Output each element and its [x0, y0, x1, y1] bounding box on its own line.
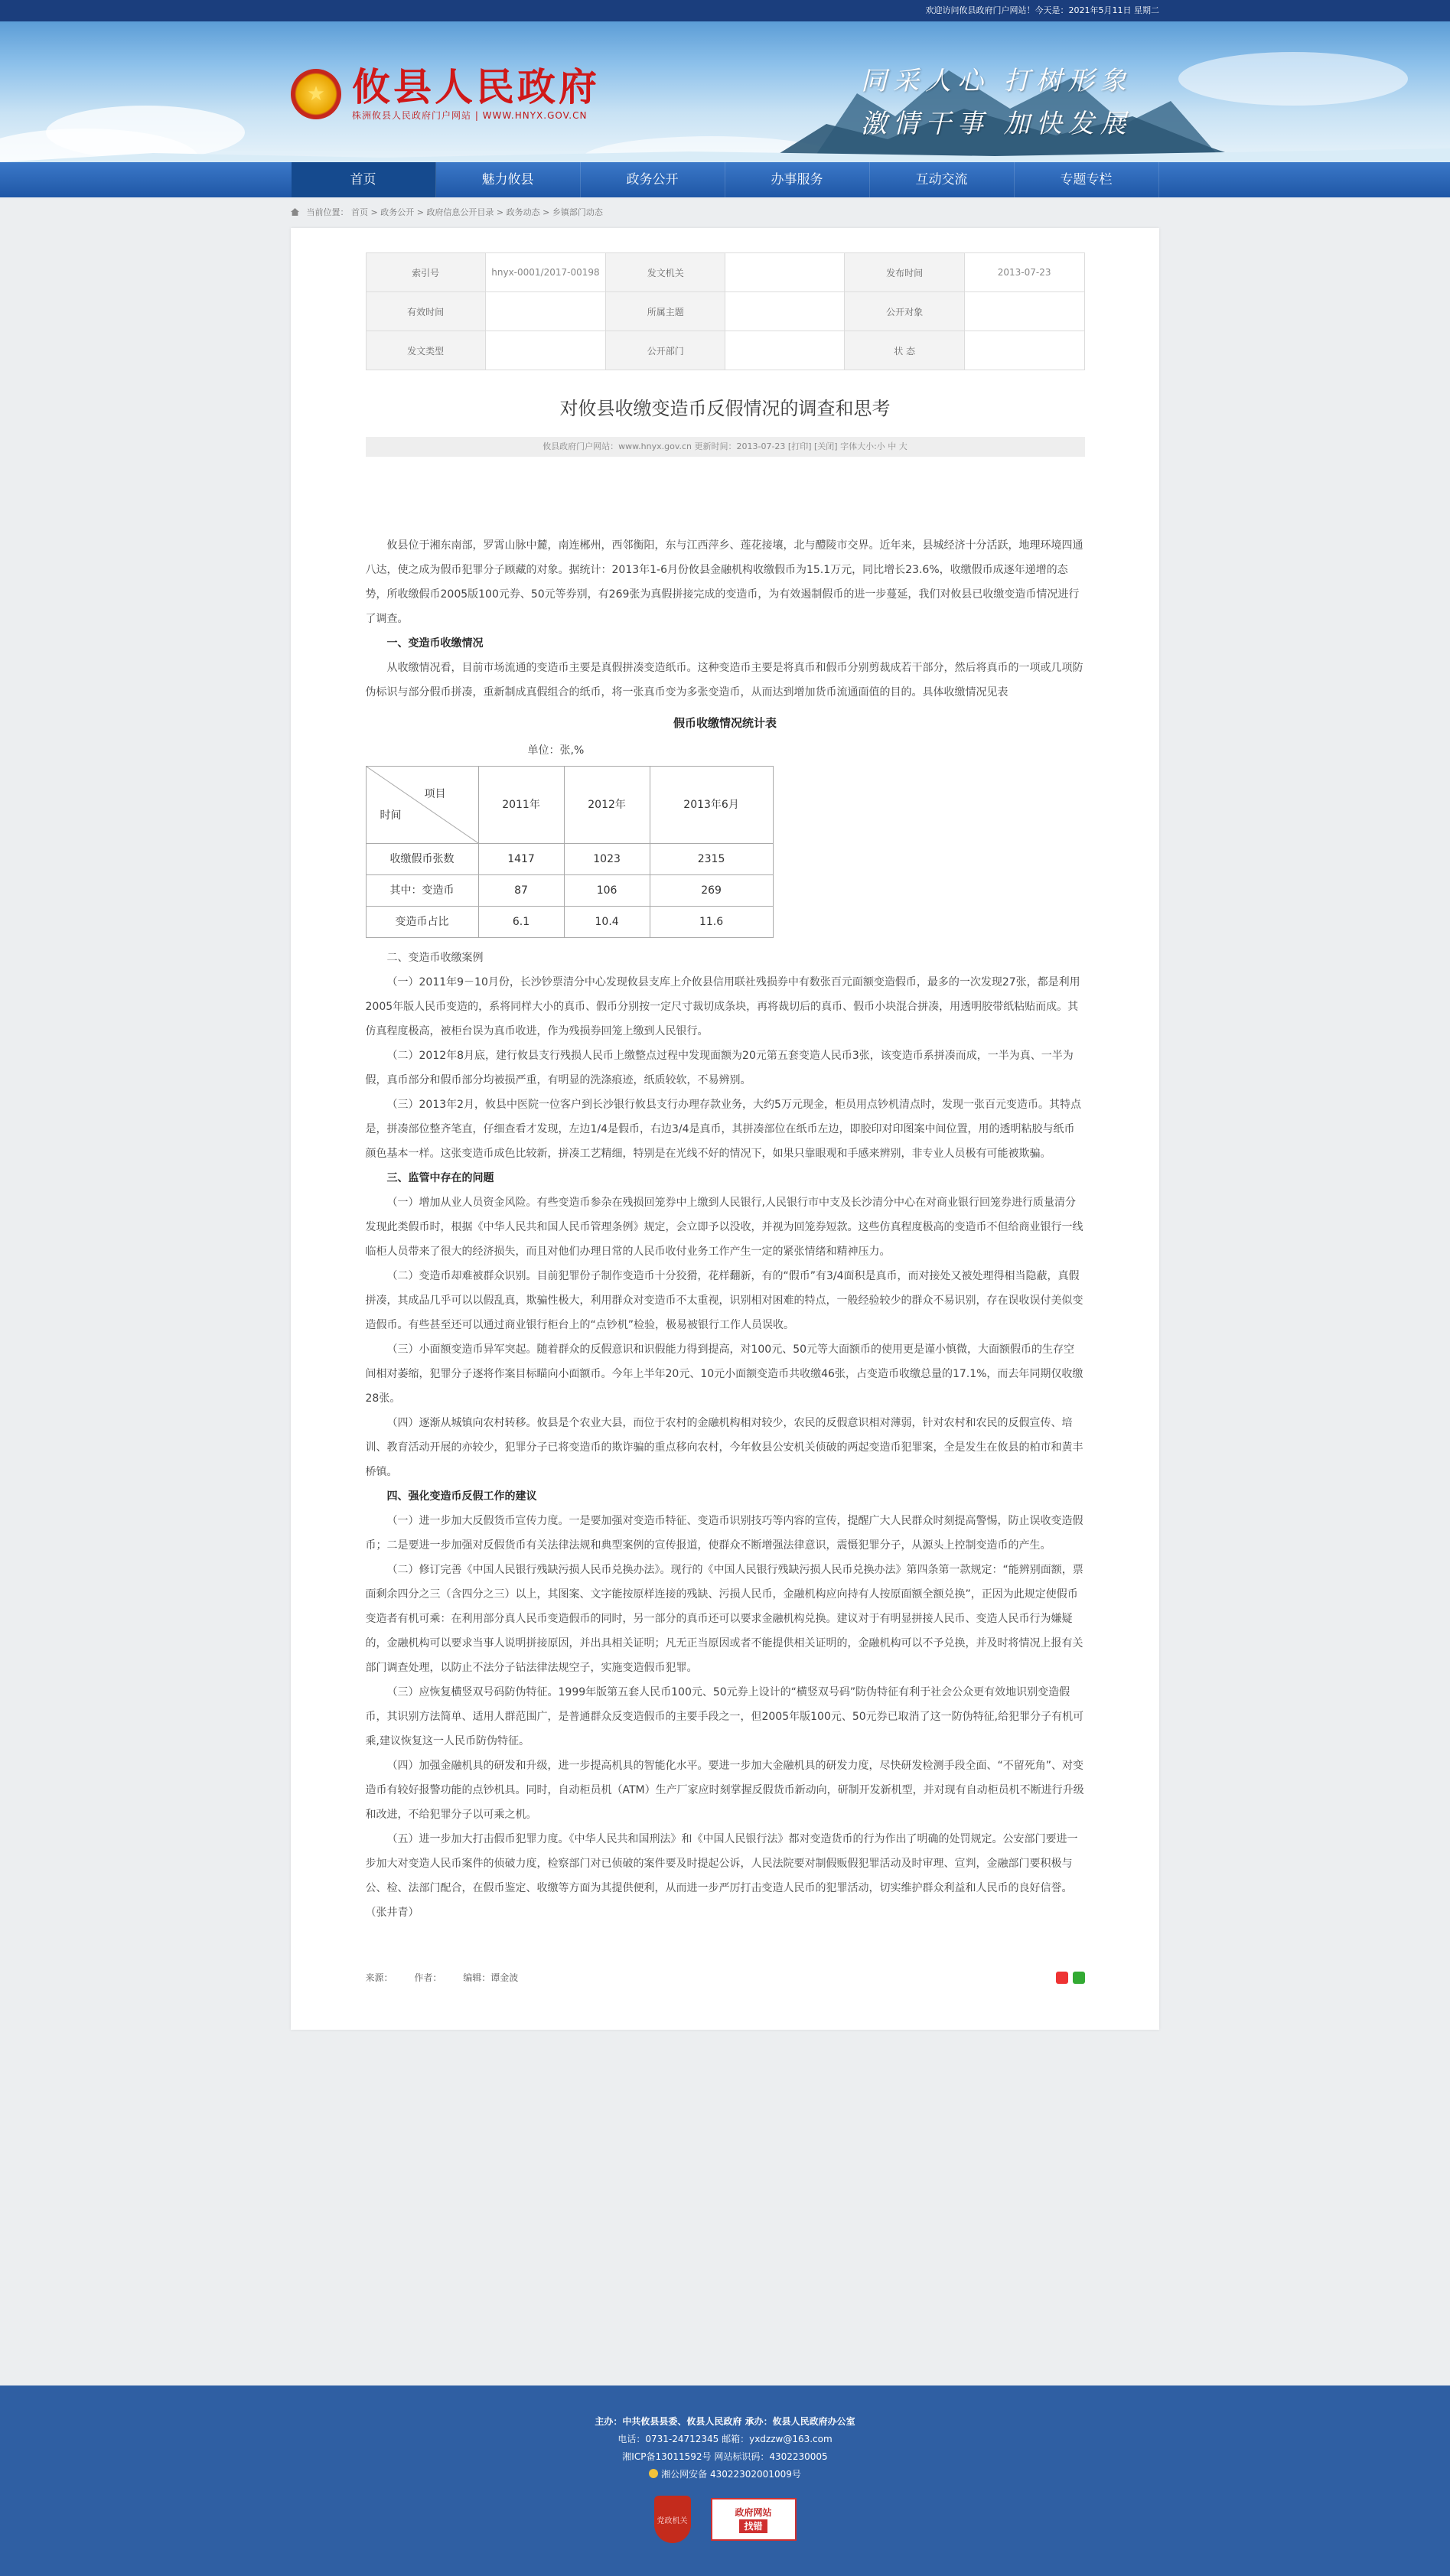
meta-value: [725, 331, 845, 370]
paragraph: 从收缴情况看，目前市场流通的变造币主要是真假拼凑变造纸币。这种变造币主要是将真币和假币分别剪裁成若干部分，然后将真币的一项或几项防伪标识与部分假币拼凑，重新制成真假组合的纸币，将一张真币变为多张变造币，从而达到增加货币流通面值的目的。具体收缴情况见表: [365, 662, 1083, 699]
site-logo[interactable]: [291, 66, 600, 122]
meta-key: 有效时间: [366, 292, 485, 331]
breadcrumb-current[interactable]: 乡镇部门动态: [552, 207, 603, 217]
paragraph: （四）加强金融机具的研发和升级，进一步提高机具的智能化水平。要进一步加大金融机具的研发力度，尽快研发检测手段全面、“不留死角”、对变造币有较好报警功能的点钞机具。同时，自动柜员机（ATM）生产厂家应时刻掌握反假货币新动向，研制开发新机型，并对现有自动柜员机不断进行升级和改进，不给犯罪分子以可乘之机。: [365, 1760, 1084, 1821]
paragraph: （五）进一步加大打击假币犯罪力度。《中华人民共和国刑法》和《中国人民银行法》都对变造货币的行为作出了明确的处罚规定。公安部门要进一步加大对变造人民币案件的侦破力度，检察部门对已侦破的案件要及时提起公诉，人民法院要对制假贩假犯罪活动及时审理、宣判，金融部门要积极与公、检、法部门配合，在假币鉴定、收缴等方面为其提供便利，从而进一步严厉打击变造人民币的犯罪活动，切实维护群众利益和人民币的良好信誉。（张井青）: [365, 1833, 1078, 1919]
nav-topics[interactable]: 专题专栏: [1015, 162, 1159, 197]
paragraph: 攸县位于湘东南部，罗霄山脉中麓，南连郴州，西邻衡阳，东与江西萍乡、莲花接壤，北与醴陵市交界。近年来，县城经济十分活跃，地理环境四通八达，使之成为假币犯罪分子顾藏的对象。据统计：2013年1-6月份攸县金融机构收缴假币为15.1万元，同比增长23.6%，收缴假币成逐年递增的态势，所收缴假币2005版100元券、50元等券别，有269张为真假拼接完成的变造币，为有效遏制假币的进一步蔓延，我们对攸县已收缴变造币情况进行了调查。: [365, 539, 1083, 625]
stats-cell: 1023: [564, 844, 650, 875]
stats-row-label: 变造币占比: [366, 907, 478, 938]
main-nav: [0, 162, 1450, 197]
stats-year: 2011年: [478, 767, 564, 844]
slogan-line-2: 激情干事 加快发展: [861, 109, 1132, 139]
paragraph: （一）增加从业人员资金风险。有些变造币参杂在残损回笼券中上缴到人民银行,人民银行市中支及长沙清分中心在对商业银行回笼券进行质量清分发现此类假币时，根据《中华人民共和国人民币管理条例》规定，会立即予以没收，并视为回笼券短款。这些仿真程度极高的变造币不但给商业银行一线临柜人员带来了很大的经济损失，而且对他们办理日常的人民币收付业务工作产生一定的紧张情绪和精神压力。: [365, 1197, 1083, 1258]
welcome-text: 欢迎访问攸县政府门户网站！今天是：2021年5月11日 星期二: [925, 5, 1159, 15]
nav-interaction[interactable]: 互动交流: [870, 162, 1015, 197]
content-panel: [291, 228, 1159, 2030]
nav-services[interactable]: 办事服务: [725, 162, 870, 197]
stats-cell: 2315: [650, 844, 773, 875]
meta-key: 索引号: [366, 253, 485, 292]
stats-cell: 6.1: [478, 907, 564, 938]
share-buttons: [1056, 1972, 1085, 1984]
top-bar: [0, 0, 1450, 21]
slogan-line-1: 同采人心 打树形象: [861, 66, 1132, 96]
report-error-badge[interactable]: 政府网站 找错: [711, 2498, 797, 2541]
slogan: [861, 60, 1132, 145]
police-badge-icon: [649, 2469, 658, 2478]
stats-cell: 11.6: [650, 907, 773, 938]
stats-header-time: 时间: [380, 809, 402, 822]
stats-table: [366, 766, 774, 938]
stats-cell: 269: [650, 875, 773, 907]
weibo-share-icon[interactable]: [1056, 1972, 1068, 1984]
meta-value: [725, 292, 845, 331]
stats-row-label: 收缴假币张数: [366, 844, 478, 875]
document-meta-table: [366, 252, 1085, 370]
meta-value: 2013-07-23: [964, 253, 1084, 292]
meta-value: [485, 292, 605, 331]
paragraph: （二）2012年8月底，建行攸县支行残损人民币上缴整点过程中发现面额为20元第五套变造人民币3张，该变造币系拼凑而成，一半为真、一半为假，真币部分和假币部分均被损严重，有明显的洗涤痕迹，纸质较软，不易辨别。: [365, 1050, 1074, 1086]
mountain-scenery: [0, 63, 1450, 162]
meta-value: [964, 331, 1084, 370]
stats-cell: 87: [478, 875, 564, 907]
breadcrumb-link[interactable]: 政务动态: [506, 207, 540, 217]
nav-home[interactable]: 首页: [292, 162, 436, 197]
section-heading: 四、强化变造币反假工作的建议: [386, 1490, 537, 1503]
meta-value: hnyx-0001/2017-00198: [485, 253, 605, 292]
footer-contact: 电话：0731-24712345 邮箱：yxdzzw@163.com: [617, 2434, 833, 2444]
stats-corner-cell: [366, 767, 478, 844]
stats-table-title: 假币收缴情况统计表: [673, 716, 777, 730]
site-footer: [0, 2385, 1450, 2576]
breadcrumb-link[interactable]: 首页: [351, 207, 368, 217]
stats-row-label: 其中：变造币: [366, 875, 478, 907]
meta-key: 状 态: [845, 331, 964, 370]
breadcrumb: 当前位置： 首页 > 政务公开 > 政府信息公开目录 > 政务动态 > 乡镇部门动态: [291, 197, 1159, 228]
paragraph: （三）应恢复横竖双号码防伪特征。1999年版第五套人民币100元、50元券上设计的“横竖双号码”防伪特征有利于社会公众更有效地识别变造假币，其识别方法简单、适用人群范围广，是普通群众反变造假币的主要手段之一，但2005年版100元、50元券已取消了这一防伪特征,给犯罪分子有机可乘,建议恢复这一人民币防伪特征。: [365, 1686, 1084, 1747]
meta-key: 公开对象: [845, 292, 964, 331]
stats-cell: 1417: [478, 844, 564, 875]
section-heading: 三、监管中存在的问题: [386, 1172, 494, 1184]
paragraph: （二）修订完善《中国人民银行残缺污损人民币兑换办法》。现行的《中国人民银行残缺污损人民币兑换办法》第四条第一款规定：“能辨别面额，票面剩余四分之三（含四分之三）以上，其图案、文字能按原样连接的残缺、污损人民币，金融机构应向持有人按原面额全额兑换”，正因为此规定使假币变造者有机可乘：在利用部分真人民币变造假币的同时，另一部分的真币还可以要求金融机构兑换。建议对于有明显拼接人民币、变造人民币行为嫌疑的，金融机构可以要求当事人说明拼接原因，并出具相关证明；凡无正当原因或者不能提供相关证明的，金融机构可以不予兑换，并及时将情况上报有关部门调查处理，以防止不法分子钻法律法规空子，实施变造假币犯罪。: [365, 1564, 1083, 1674]
stats-unit: 单位：张,%: [527, 744, 585, 757]
section-heading: 一、变造币收缴情况: [386, 637, 484, 650]
breadcrumb-link[interactable]: 政府信息公开目录: [426, 207, 494, 217]
stats-header-item: 项目: [424, 788, 446, 800]
meta-value: [964, 292, 1084, 331]
stats-year: 2013年6月: [650, 767, 773, 844]
meta-key: 发文类型: [366, 331, 485, 370]
wechat-share-icon[interactable]: [1073, 1972, 1085, 1984]
article-footer-meta: [366, 1971, 1085, 1984]
stats-cell: 10.4: [564, 907, 650, 938]
site-title: 攸县人民政府: [352, 64, 600, 109]
stats-cell: 106: [564, 875, 650, 907]
breadcrumb-prefix: 当前位置：: [306, 207, 349, 217]
paragraph: （二）变造币却难被群众识别。目前犯罪份子制作变造币十分狡猾，花样翻新，有的“假币”有3/4面积是真币，而对接处又被处理得相当隐蔽，真假拼凑，其成品几乎可以以假乱真，欺骗性极大，利用群众对变造币不太重视，识别相对困难的特点，一般经验较少的群众不易识别，存在误收误付美似变造假币。有些甚至还可以通过商业银行柜台上的“点钞机”检验，极易被银行工作人员误收。: [365, 1270, 1083, 1331]
footer-police-record[interactable]: 湘公网安备 43022302001009号: [0, 2466, 1450, 2483]
meta-value: [725, 253, 845, 292]
meta-key: 公开部门: [606, 331, 725, 370]
article-body: [366, 533, 1085, 1925]
national-emblem-icon: ★: [291, 69, 341, 119]
breadcrumb-link[interactable]: 政务公开: [380, 207, 415, 217]
meta-value: [485, 331, 605, 370]
nav-charm[interactable]: 魅力攸县: [436, 162, 581, 197]
section-heading: 二、变造币收缴案例: [386, 952, 484, 964]
site-subtitle: 株洲攸县人民政府门户网站 | WWW.HNYX.GOV.CN: [352, 110, 588, 121]
meta-key: 发布时间: [845, 253, 964, 292]
site-header: [0, 21, 1450, 162]
article-title: 对攸县收缴变造币反假情况的调查和思考: [559, 398, 891, 419]
paragraph: （三）2013年2月，攸县中医院一位客户到长沙银行攸县支行办理存款业务，大约5万元现金，柜员用点钞机清点时，发现一张百元变造币。其特点是，拼凑部位整齐笔直，仔细查看才发现，左边1/4是假币，右边3/4是真币，其拼凑部位在纸币左边，即胶印对印图案中间位置，用的透明粘胶与纸币颜色基本一样。这张变造币成色比较新，拼凑工艺精细，特别是在光线不好的情况下，如果只靠眼观和手感来辨别，非专业人员极有可能被欺骗。: [365, 1099, 1081, 1160]
meta-key: 发文机关: [606, 253, 725, 292]
paragraph: （四）逐渐从城镇向农村转移。攸县是个农业大县，而位于农村的金融机构相对较少，农民的反假意识相对薄弱，针对农村和农民的反假宣传、培训、教育活动开展的亦较少，犯罪分子已将变造币的欺诈骗的重点移向农村，今年攸县公安机关侦破的两起变造币犯罪案，全是发生在攸县的柏市和黄丰桥镇。: [365, 1417, 1083, 1478]
source-label: 来源：: [365, 1972, 393, 1983]
editor-label: 编辑：谭金波: [463, 1972, 519, 1983]
footer-icp[interactable]: 湘ICP备13011592号 网站标识码：4302230005: [622, 2451, 828, 2462]
footer-sponsor: 主办：中共攸县县委、攸县人民政府 承办：攸县人民政府办公室: [595, 2416, 855, 2427]
party-government-badge-icon[interactable]: 党政机关: [654, 2496, 691, 2543]
paragraph: （一）2011年9－10月份，长沙钞票清分中心发现攸县支库上介攸县信用联社残损券中有数张百元面额变造假币，最多的一次发现27张，都是利用2005年版人民币变造的，系将同样大小的真币、假币分别按一定尺寸裁切成条块，再将裁切后的真币、假币小块混合拼凑，用透明胶带纸粘贴而成。其仿真程度极高，被柜台误为真币收进，作为残损券回笼上缴到人民银行。: [365, 976, 1080, 1037]
paragraph: （一）进一步加大反假货币宣传力度。一是要加强对变造币特征、变造币识别技巧等内容的宣传，提醒广大人民群众时刻提高警惕，防止误收变造假币；二是要进一步加强对反假货币有关法律法规和典型案例的宣传报道，使群众不断增强法律意识，震慑犯罪分子，从源头上控制变造币的产生。: [365, 1515, 1083, 1552]
paragraph: （三）小面额变造币异军突起。随着群众的反假意识和识假能力得到提高，对100元、50元等大面额币的使用更是谨小慎微，大面额假币的生存空间相对萎缩，犯罪分子逐将作案目标瞄向小面额币。今年上半年20元、10元小面额变造币共收缴46张，占变造币收缴总量的17.1%，而去年同期仅收缴28张。: [365, 1343, 1083, 1405]
home-icon: [291, 208, 299, 216]
stats-year: 2012年: [564, 767, 650, 844]
author-label: 作者：: [414, 1972, 442, 1983]
meta-key: 所属主题: [606, 292, 725, 331]
nav-government-affairs[interactable]: 政务公开: [581, 162, 725, 197]
article-info-bar: 攸县政府门户网站：www.hnyx.gov.cn 更新时间：2013-07-23 [打印] [关闭] 字体大小:小 中 大: [366, 437, 1085, 457]
